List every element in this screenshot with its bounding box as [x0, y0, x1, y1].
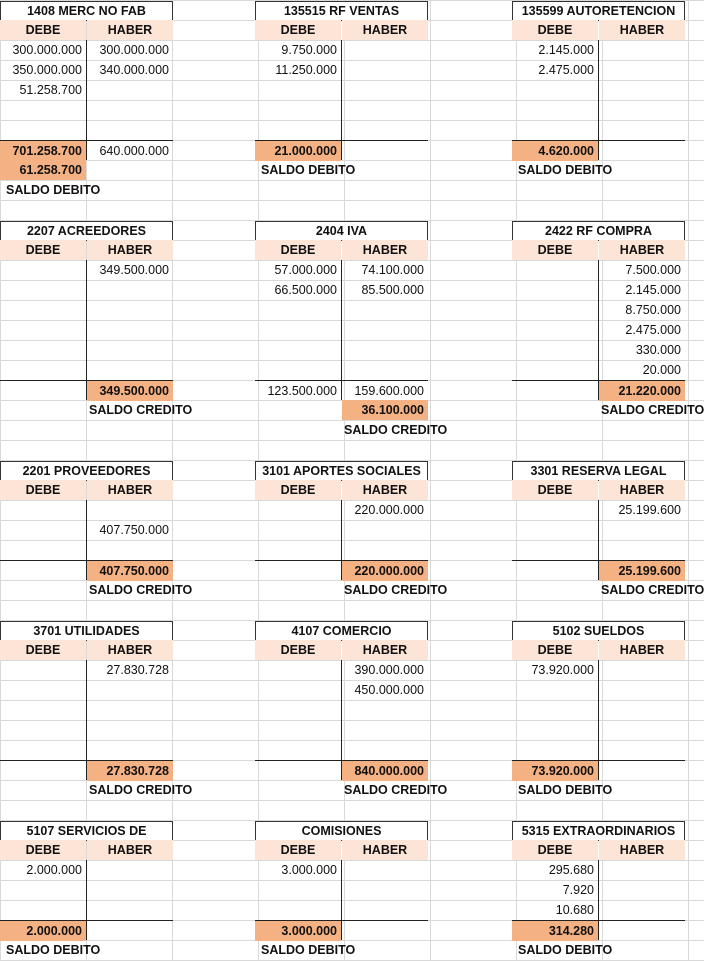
account-title[interactable]: 2207 ACREEDORES — [0, 221, 173, 241]
saldo-label: SALDO CREDITO — [89, 403, 193, 417]
debe-entry[interactable] — [512, 520, 598, 540]
haber-entry[interactable] — [599, 520, 685, 540]
debe-header[interactable]: DEBE — [255, 20, 341, 40]
debe-header[interactable]: DEBE — [255, 640, 341, 660]
total-debe[interactable]: 123.500.000 — [267, 384, 337, 398]
account-title[interactable]: 2404 IVA — [255, 221, 428, 241]
haber-entry[interactable]: 8.750.000 — [625, 303, 681, 317]
haber-entry[interactable] — [599, 720, 685, 740]
debe-entry[interactable]: 73.920.000 — [531, 663, 594, 677]
total-haber[interactable]: 349.500.000 — [87, 381, 173, 401]
debe-entry[interactable]: 2.145.000 — [538, 43, 594, 57]
haber-header[interactable]: HABER — [87, 240, 173, 260]
t-account-divider — [341, 260, 342, 400]
debe-entry[interactable] — [512, 320, 598, 340]
debe-entry[interactable] — [255, 500, 341, 520]
account-title[interactable]: 4107 COMERCIO — [255, 621, 428, 641]
total-haber[interactable]: 407.750.000 — [87, 561, 173, 581]
total-haber[interactable]: 220.000.000 — [342, 561, 428, 581]
haber-header[interactable]: HABER — [599, 480, 685, 500]
debe-entry[interactable] — [255, 540, 341, 560]
debe-entry[interactable] — [512, 680, 598, 700]
account-title[interactable]: 2422 RF COMPRA — [512, 221, 685, 241]
saldo-label: SALDO DEBITO — [261, 943, 356, 957]
haber-entry[interactable] — [599, 120, 685, 140]
debe-entry[interactable] — [512, 260, 598, 280]
haber-header[interactable]: HABER — [87, 840, 173, 860]
debe-entry[interactable] — [255, 320, 341, 340]
haber-entry[interactable] — [599, 60, 685, 80]
total-haber[interactable] — [599, 141, 685, 161]
haber-entry[interactable] — [342, 520, 428, 540]
total-debe[interactable]: 4.620.000 — [512, 141, 598, 161]
debe-entry[interactable] — [255, 120, 341, 140]
haber-entry[interactable] — [87, 720, 173, 740]
debe-entry[interactable] — [0, 720, 86, 740]
debe-header[interactable]: DEBE — [0, 840, 86, 860]
debe-header[interactable]: DEBE — [512, 480, 598, 500]
debe-entry[interactable]: 2.475.000 — [538, 63, 594, 77]
haber-entry[interactable]: 330.000 — [635, 343, 681, 357]
debe-entry[interactable]: 10.680 — [555, 903, 594, 917]
debe-entry[interactable] — [255, 360, 341, 380]
total-haber[interactable]: 27.830.728 — [87, 761, 173, 781]
haber-entry[interactable] — [342, 880, 428, 900]
debe-entry[interactable] — [255, 740, 341, 760]
total-haber[interactable]: 159.600.000 — [354, 384, 424, 398]
haber-entry[interactable] — [599, 680, 685, 700]
haber-entry[interactable] — [87, 900, 173, 920]
account-title[interactable]: 3101 APORTES SOCIALES — [255, 461, 428, 481]
debe-entry[interactable] — [0, 680, 86, 700]
debe-entry[interactable]: 350.000.000 — [12, 63, 82, 77]
haber-entry[interactable] — [342, 60, 428, 80]
haber-entry[interactable] — [342, 340, 428, 360]
debe-entry[interactable] — [0, 520, 86, 540]
haber-entry[interactable] — [599, 740, 685, 760]
haber-entry[interactable]: 349.500.000 — [99, 263, 169, 277]
account-title[interactable]: COMISIONES — [255, 821, 428, 841]
saldo-label: SALDO DEBITO — [518, 943, 613, 957]
haber-entry[interactable] — [342, 700, 428, 720]
debe-entry[interactable] — [0, 100, 86, 120]
debe-header[interactable]: DEBE — [0, 20, 86, 40]
debe-header[interactable]: DEBE — [255, 840, 341, 860]
debe-entry[interactable] — [512, 100, 598, 120]
debe-entry[interactable] — [255, 880, 341, 900]
haber-entry[interactable] — [87, 120, 173, 140]
haber-entry[interactable] — [342, 40, 428, 60]
debe-entry[interactable] — [512, 360, 598, 380]
haber-header[interactable]: HABER — [342, 840, 428, 860]
debe-entry[interactable] — [0, 260, 86, 280]
account-title[interactable]: 5102 SUELDOS — [512, 621, 685, 641]
total-haber[interactable]: 25.199.600 — [599, 561, 685, 581]
haber-entry[interactable]: 25.199.600 — [618, 503, 681, 517]
account-title[interactable]: 3301 RESERVA LEGAL — [512, 461, 685, 481]
haber-entry[interactable] — [342, 80, 428, 100]
total-haber[interactable]: 640.000.000 — [99, 144, 169, 158]
haber-entry[interactable]: 2.475.000 — [625, 323, 681, 337]
debe-entry[interactable]: 3.000.000 — [281, 863, 337, 877]
debe-entry[interactable]: 66.500.000 — [274, 283, 337, 297]
debe-entry[interactable]: 9.750.000 — [281, 43, 337, 57]
total-haber[interactable] — [599, 921, 685, 941]
saldo-label: SALDO DEBITO — [6, 183, 101, 197]
haber-entry[interactable] — [342, 360, 428, 380]
haber-entry[interactable] — [342, 860, 428, 880]
haber-entry[interactable] — [599, 100, 685, 120]
haber-header[interactable]: HABER — [599, 840, 685, 860]
haber-entry[interactable] — [599, 540, 685, 560]
saldo-value[interactable]: 36.100.000 — [342, 400, 428, 420]
haber-entry[interactable] — [599, 860, 685, 880]
haber-entry[interactable] — [342, 900, 428, 920]
debe-header[interactable]: DEBE — [0, 240, 86, 260]
haber-entry[interactable]: 2.145.000 — [625, 283, 681, 297]
debe-entry[interactable]: 51.258.700 — [19, 83, 82, 97]
haber-entry[interactable] — [342, 300, 428, 320]
debe-entry[interactable] — [255, 700, 341, 720]
haber-entry[interactable] — [599, 900, 685, 920]
haber-entry[interactable] — [87, 700, 173, 720]
haber-entry[interactable] — [342, 720, 428, 740]
haber-entry[interactable] — [87, 540, 173, 560]
debe-entry[interactable] — [512, 740, 598, 760]
haber-header[interactable]: HABER — [599, 20, 685, 40]
haber-entry[interactable] — [599, 660, 685, 680]
t-account-divider — [598, 260, 599, 400]
haber-entry[interactable]: 74.100.000 — [361, 263, 424, 277]
debe-entry[interactable] — [512, 700, 598, 720]
debe-entry[interactable] — [0, 740, 86, 760]
saldo-label: SALDO CREDITO — [601, 583, 704, 597]
haber-entry[interactable] — [87, 880, 173, 900]
debe-entry[interactable] — [0, 300, 86, 320]
haber-entry[interactable]: 450.000.000 — [354, 683, 424, 697]
saldo-label: SALDO DEBITO — [261, 163, 356, 177]
debe-header[interactable]: DEBE — [0, 640, 86, 660]
haber-entry[interactable]: 7.500.000 — [625, 263, 681, 277]
debe-entry[interactable] — [255, 720, 341, 740]
haber-entry[interactable] — [87, 860, 173, 880]
haber-entry[interactable] — [599, 40, 685, 60]
debe-entry[interactable] — [255, 100, 341, 120]
haber-entry[interactable]: 340.000.000 — [99, 63, 169, 77]
debe-entry[interactable] — [512, 300, 598, 320]
debe-entry[interactable] — [255, 900, 341, 920]
total-haber[interactable]: 21.220.000 — [599, 381, 685, 401]
haber-header[interactable]: HABER — [87, 20, 173, 40]
haber-entry[interactable]: 390.000.000 — [354, 663, 424, 677]
saldo-label: SALDO CREDITO — [344, 783, 448, 797]
haber-header[interactable]: HABER — [342, 20, 428, 40]
debe-entry[interactable] — [255, 660, 341, 680]
account-title[interactable]: 135599 AUTORETENCION — [512, 1, 685, 21]
debe-entry[interactable] — [0, 360, 86, 380]
debe-header[interactable]: DEBE — [512, 240, 598, 260]
saldo-label: SALDO CREDITO — [601, 403, 704, 417]
debe-entry[interactable] — [0, 700, 86, 720]
total-debe[interactable] — [512, 561, 598, 581]
debe-entry[interactable] — [255, 80, 341, 100]
saldo-label: SALDO DEBITO — [518, 163, 613, 177]
total-debe[interactable]: 21.000.000 — [255, 141, 341, 161]
debe-entry[interactable] — [512, 540, 598, 560]
haber-entry[interactable] — [87, 280, 173, 300]
account-title[interactable]: 135515 RF VENTAS — [255, 1, 428, 21]
haber-entry[interactable] — [87, 300, 173, 320]
debe-entry[interactable] — [255, 300, 341, 320]
total-haber[interactable] — [599, 761, 685, 781]
debe-entry[interactable]: 300.000.000 — [12, 43, 82, 57]
debe-entry[interactable] — [255, 520, 341, 540]
haber-entry[interactable] — [87, 100, 173, 120]
debe-entry[interactable] — [0, 340, 86, 360]
account-title[interactable]: 2201 PROVEEDORES — [0, 461, 173, 481]
haber-header[interactable]: HABER — [87, 480, 173, 500]
total-debe[interactable]: 73.920.000 — [512, 761, 598, 781]
debe-entry[interactable] — [0, 540, 86, 560]
debe-header[interactable]: DEBE — [255, 240, 341, 260]
debe-entry[interactable] — [0, 280, 86, 300]
saldo-label: SALDO CREDITO — [89, 583, 193, 597]
debe-entry[interactable] — [512, 340, 598, 360]
debe-entry[interactable] — [512, 280, 598, 300]
debe-entry[interactable]: 7.920 — [562, 883, 594, 897]
haber-entry[interactable]: 407.750.000 — [99, 523, 169, 537]
debe-entry[interactable] — [0, 880, 86, 900]
t-account-divider — [86, 260, 87, 400]
debe-entry[interactable] — [512, 120, 598, 140]
haber-entry[interactable] — [599, 700, 685, 720]
debe-header[interactable]: DEBE — [0, 480, 86, 500]
haber-entry[interactable]: 27.830.728 — [106, 663, 169, 677]
haber-entry[interactable] — [342, 100, 428, 120]
saldo-label: SALDO CREDITO — [89, 783, 193, 797]
total-debe[interactable] — [255, 761, 341, 781]
haber-header[interactable]: HABER — [342, 240, 428, 260]
saldo-label: SALDO DEBITO — [518, 783, 613, 797]
account-title[interactable]: 5107 SERVICIOS DE — [0, 821, 173, 841]
total-debe[interactable]: 2.000.000 — [0, 921, 86, 941]
total-haber[interactable] — [342, 921, 428, 941]
haber-header[interactable]: HABER — [342, 480, 428, 500]
saldo-value[interactable]: 61.258.700 — [0, 160, 86, 180]
total-debe[interactable]: 3.000.000 — [255, 921, 341, 941]
debe-entry[interactable] — [512, 720, 598, 740]
debe-header[interactable]: DEBE — [512, 840, 598, 860]
debe-entry[interactable] — [0, 500, 86, 520]
total-haber[interactable] — [342, 141, 428, 161]
total-debe[interactable] — [512, 381, 598, 401]
haber-entry[interactable] — [599, 80, 685, 100]
haber-entry[interactable] — [342, 540, 428, 560]
debe-entry[interactable] — [0, 660, 86, 680]
debe-entry[interactable] — [0, 900, 86, 920]
haber-entry[interactable] — [87, 340, 173, 360]
haber-entry[interactable] — [87, 740, 173, 760]
total-haber[interactable] — [87, 921, 173, 941]
haber-entry[interactable]: 20.000 — [642, 363, 681, 377]
haber-entry[interactable]: 300.000.000 — [99, 43, 169, 57]
haber-header[interactable]: HABER — [599, 240, 685, 260]
debe-entry[interactable]: 295.680 — [548, 863, 594, 877]
haber-entry[interactable] — [342, 120, 428, 140]
haber-header[interactable]: HABER — [599, 640, 685, 660]
debe-entry[interactable]: 57.000.000 — [274, 263, 337, 277]
haber-entry[interactable]: 220.000.000 — [354, 503, 424, 517]
saldo-label: SALDO CREDITO — [344, 423, 448, 437]
debe-entry[interactable] — [255, 340, 341, 360]
debe-entry[interactable]: 2.000.000 — [26, 863, 82, 877]
debe-entry[interactable] — [512, 80, 598, 100]
account-title[interactable]: 3701 UTILIDADES — [0, 621, 173, 641]
debe-entry[interactable] — [0, 120, 86, 140]
haber-entry[interactable] — [87, 500, 173, 520]
total-debe[interactable] — [0, 761, 86, 781]
total-debe[interactable] — [0, 381, 86, 401]
haber-entry[interactable] — [87, 360, 173, 380]
total-debe[interactable] — [255, 561, 341, 581]
debe-header[interactable]: DEBE — [512, 640, 598, 660]
debe-header[interactable]: DEBE — [512, 20, 598, 40]
haber-entry[interactable] — [342, 320, 428, 340]
total-debe[interactable] — [0, 561, 86, 581]
saldo-label: SALDO DEBITO — [6, 943, 101, 957]
haber-header[interactable]: HABER — [87, 640, 173, 660]
debe-entry[interactable] — [0, 320, 86, 340]
account-title[interactable]: 1408 MERC NO FAB — [0, 1, 173, 21]
haber-entry[interactable] — [342, 740, 428, 760]
account-title[interactable]: 5315 EXTRAORDINARIOS — [512, 821, 685, 841]
haber-entry[interactable]: 85.500.000 — [361, 283, 424, 297]
total-debe[interactable]: 314.280 — [512, 921, 598, 941]
saldo-label: SALDO CREDITO — [344, 583, 448, 597]
haber-entry[interactable] — [87, 320, 173, 340]
debe-entry[interactable]: 11.250.000 — [275, 63, 337, 77]
haber-entry[interactable] — [87, 680, 173, 700]
debe-entry[interactable] — [255, 680, 341, 700]
total-haber[interactable]: 840.000.000 — [342, 761, 428, 781]
debe-entry[interactable] — [512, 500, 598, 520]
haber-entry[interactable] — [87, 80, 173, 100]
haber-header[interactable]: HABER — [342, 640, 428, 660]
total-debe[interactable]: 701.258.700 — [0, 141, 86, 161]
debe-header[interactable]: DEBE — [255, 480, 341, 500]
haber-entry[interactable] — [599, 880, 685, 900]
